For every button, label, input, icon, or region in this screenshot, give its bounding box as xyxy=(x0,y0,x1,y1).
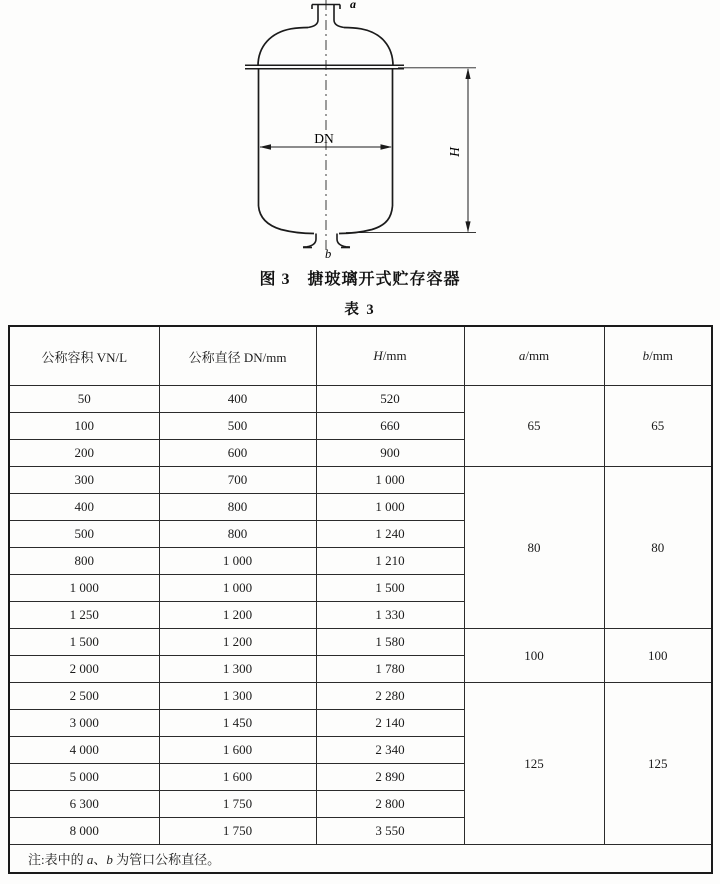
h-cell: 1 500 xyxy=(316,575,464,602)
h-dimension xyxy=(346,68,476,233)
vessel-flange xyxy=(245,65,404,69)
h-cell: 1 580 xyxy=(316,629,464,656)
b-nozzle-cell: 80 xyxy=(604,467,712,629)
volume-cell: 300 xyxy=(9,467,159,494)
volume-cell: 400 xyxy=(9,494,159,521)
h-cell: 2 800 xyxy=(316,791,464,818)
volume-cell: 200 xyxy=(9,440,159,467)
dn-cell: 800 xyxy=(159,494,316,521)
volume-cell: 6 300 xyxy=(9,791,159,818)
h-dimension-label: H xyxy=(447,147,462,157)
volume-cell: 4 000 xyxy=(9,737,159,764)
h-cell: 2 890 xyxy=(316,764,464,791)
volume-cell: 50 xyxy=(9,386,159,413)
table-row xyxy=(9,629,712,656)
h-cell: 2 140 xyxy=(316,710,464,737)
dn-cell: 1 600 xyxy=(159,737,316,764)
volume-cell: 1 250 xyxy=(9,602,159,629)
dn-cell: 1 600 xyxy=(159,764,316,791)
dn-cell: 1 450 xyxy=(159,710,316,737)
volume-cell: 100 xyxy=(9,413,159,440)
dn-cell: 1 000 xyxy=(159,575,316,602)
dn-cell: 1 300 xyxy=(159,656,316,683)
h-cell: 520 xyxy=(316,386,464,413)
h-cell: 1 240 xyxy=(316,521,464,548)
column-header: b/mm xyxy=(604,326,712,386)
dn-dimension xyxy=(260,131,393,150)
h-cell: 2 280 xyxy=(316,683,464,710)
dn-cell: 400 xyxy=(159,386,316,413)
a-nozzle-cell: 80 xyxy=(464,467,604,629)
table-title: 表 3 xyxy=(344,302,376,318)
header-row xyxy=(9,326,712,386)
a-nozzle-cell: 100 xyxy=(464,629,604,683)
dn-cell: 1 200 xyxy=(159,602,316,629)
dn-cell: 800 xyxy=(159,521,316,548)
table-row xyxy=(9,386,712,413)
h-cell: 660 xyxy=(316,413,464,440)
volume-cell: 500 xyxy=(9,521,159,548)
figure-caption: 图 3 搪玻璃开式贮存容器 xyxy=(259,271,461,288)
b-nozzle-cell: 65 xyxy=(604,386,712,467)
dn-cell: 1 000 xyxy=(159,548,316,575)
b-nozzle-cell: 125 xyxy=(604,683,712,845)
h-cell: 2 340 xyxy=(316,737,464,764)
note-row xyxy=(9,845,712,874)
b-nozzle-cell: 100 xyxy=(604,629,712,683)
h-cell: 900 xyxy=(316,440,464,467)
volume-cell: 2 000 xyxy=(9,656,159,683)
dn-cell: 1 750 xyxy=(159,791,316,818)
dn-cell: 500 xyxy=(159,413,316,440)
dn-cell: 600 xyxy=(159,440,316,467)
volume-cell: 1 000 xyxy=(9,575,159,602)
h-cell: 3 550 xyxy=(316,818,464,845)
column-header: a/mm xyxy=(464,326,604,386)
h-cell: 1 210 xyxy=(316,548,464,575)
table-note: 注:表中的 a、b 为管口公称直径。 xyxy=(9,845,712,874)
dn-dimension-label: DN xyxy=(314,131,334,146)
volume-cell: 8 000 xyxy=(9,818,159,845)
h-cell: 1 330 xyxy=(316,602,464,629)
volume-cell: 2 500 xyxy=(9,683,159,710)
dn-cell: 1 300 xyxy=(159,683,316,710)
a-nozzle-cell: 65 xyxy=(464,386,604,467)
dn-cell: 1 750 xyxy=(159,818,316,845)
volume-cell: 1 500 xyxy=(9,629,159,656)
table-row xyxy=(9,683,712,710)
figure-vessel-diagram xyxy=(0,0,720,264)
column-header: 公称容积 VN/L xyxy=(9,326,159,386)
table-row xyxy=(9,467,712,494)
dn-cell: 700 xyxy=(159,467,316,494)
h-cell: 1 780 xyxy=(316,656,464,683)
volume-cell: 5 000 xyxy=(9,764,159,791)
a-nozzle-cell: 125 xyxy=(464,683,604,845)
bottom-nozzle-label: b xyxy=(325,247,332,261)
top-nozzle-label: a xyxy=(350,0,356,11)
volume-cell: 800 xyxy=(9,548,159,575)
h-cell: 1 000 xyxy=(316,494,464,521)
h-cell: 1 000 xyxy=(316,467,464,494)
vessel-drawing xyxy=(0,0,720,264)
column-header: H/mm xyxy=(316,326,464,386)
column-header: 公称直径 DN/mm xyxy=(159,326,316,386)
dn-cell: 1 200 xyxy=(159,629,316,656)
volume-cell: 3 000 xyxy=(9,710,159,737)
spec-table xyxy=(8,325,713,874)
